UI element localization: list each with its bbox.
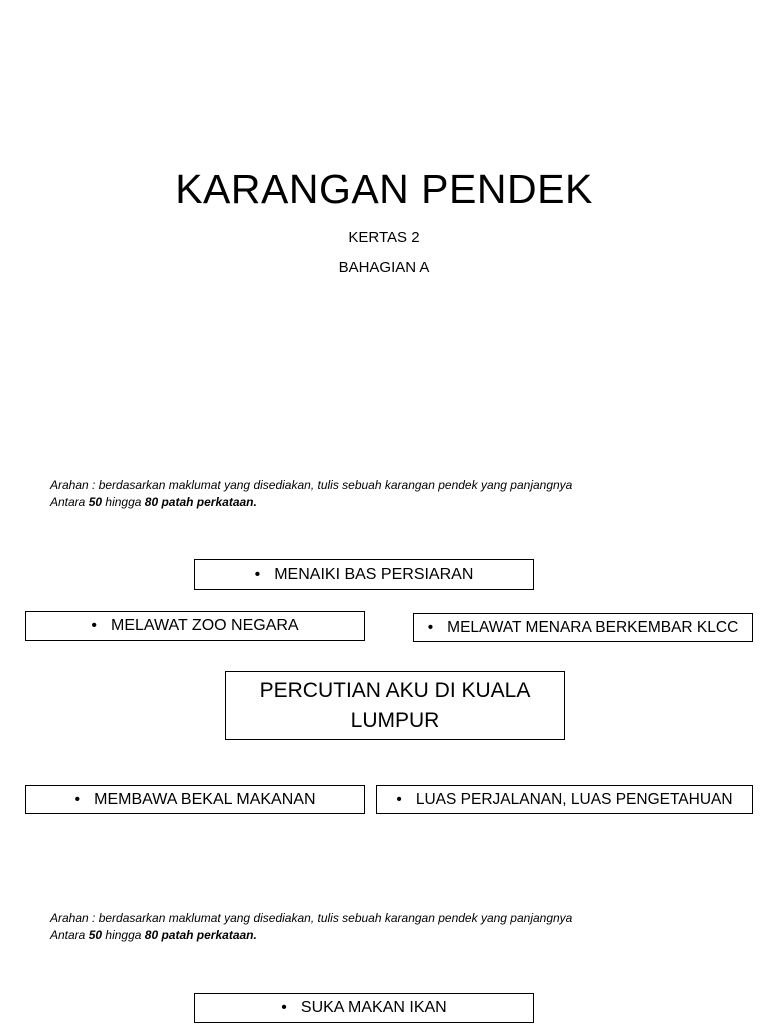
instructions-max-words: 80 [144, 495, 159, 509]
instructions-suffix: patah perkataan. [158, 495, 257, 509]
center-topic-box [225, 671, 565, 740]
bullet-icon: • [396, 790, 402, 808]
bullet-icon: • [281, 999, 287, 1016]
instructions-block [50, 477, 572, 511]
point-text-luas: LUAS PERJALANAN, LUAS PENGETAHUAN [415, 790, 733, 808]
center-topic-line-1: PERCUTIAN AKU DI KUALA [259, 679, 531, 702]
point-box-bekal [25, 785, 365, 814]
instructions-max-words: 80 [144, 928, 159, 942]
instructions-block-2 [50, 910, 572, 944]
point-box-ikan [194, 993, 534, 1023]
instructions-line-2 [50, 927, 572, 944]
point-text-ikan: SUKA MAKAN IKAN [300, 999, 447, 1016]
instructions-min-words: 50 [88, 928, 103, 942]
instructions-line-1: Arahan : berdasarkan maklumat yang disediakan, tulis sebuah karangan pendek yang panjangnya [50, 478, 573, 492]
point-text-bas: MENAIKI BAS PERSIARAN [274, 565, 474, 583]
instructions-prefix: Antara [50, 495, 89, 509]
point-box-klcc [413, 613, 753, 642]
center-topic-line-2: LUMPUR [350, 709, 440, 732]
instructions-mid: hingga [102, 928, 145, 942]
bullet-icon: • [254, 565, 261, 583]
point-box-zoo [25, 611, 365, 641]
point-text-bekal: MEMBAWA BEKAL MAKANAN [94, 790, 316, 808]
instructions-min-words: 50 [88, 495, 103, 509]
subtitle-kertas: KERTAS 2 [348, 229, 420, 246]
instructions-mid: hingga [102, 495, 145, 509]
bullet-icon: • [427, 618, 434, 636]
bullet-icon: • [91, 617, 98, 634]
instructions-suffix: patah perkataan. [158, 928, 257, 942]
page-title: KARANGAN PENDEK [175, 166, 593, 212]
instructions-line-2 [50, 494, 572, 511]
bullet-icon: • [74, 790, 81, 808]
instructions-line-1: Arahan : berdasarkan maklumat yang disediakan, tulis sebuah karangan pendek yang panjangnya [50, 911, 573, 925]
point-text-klcc: MELAWAT MENARA BERKEMBAR KLCC [447, 618, 739, 636]
point-box-bas [194, 559, 534, 590]
instructions-prefix: Antara [50, 928, 89, 942]
point-text-zoo: MELAWAT ZOO NEGARA [111, 617, 299, 634]
subtitle-bahagian: BAHAGIAN A [338, 259, 430, 276]
point-box-luas [376, 785, 753, 814]
